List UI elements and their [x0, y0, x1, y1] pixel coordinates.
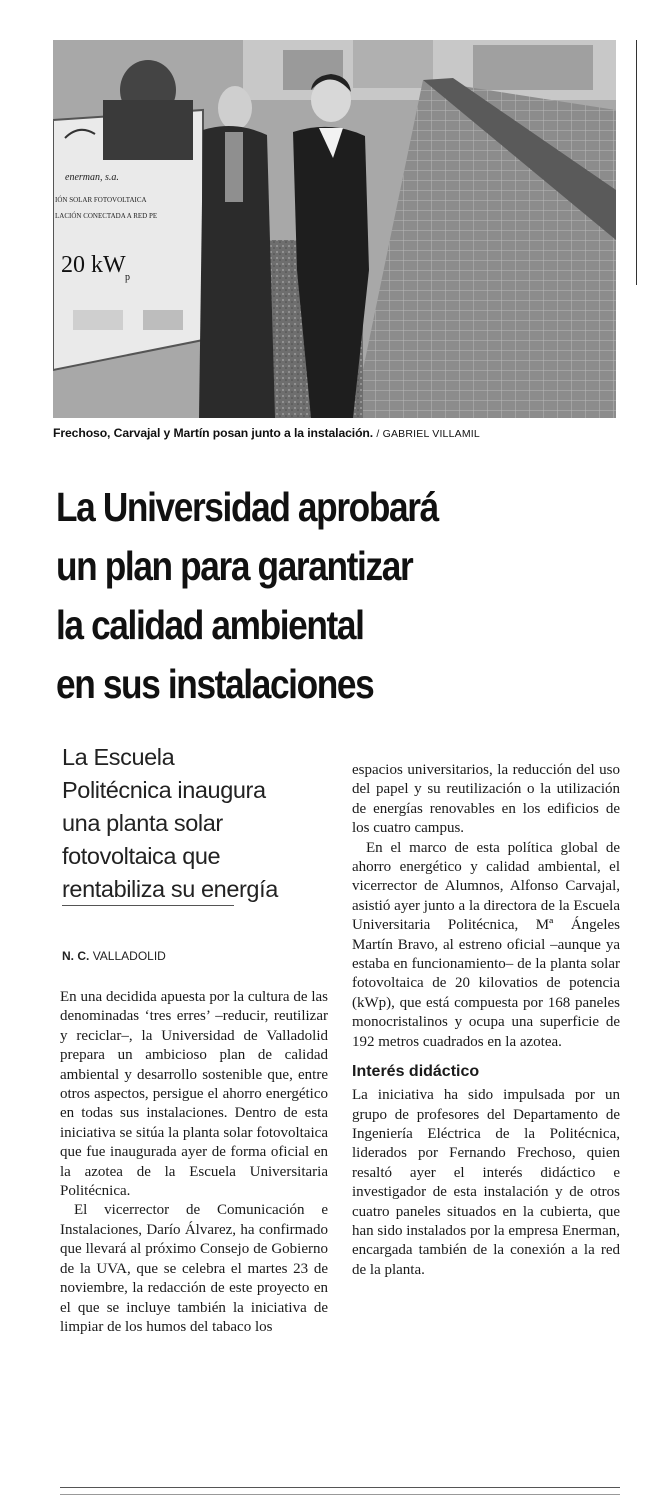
byline-place: VALLADOLID — [92, 949, 166, 963]
headline-line: un plan para garantizar — [56, 543, 413, 589]
body-paragraph: El vicerrector de Comunicación e Instalaciones, Darío Álvarez, ha confirmado que llevará al próximo Consejo de Gobierno de la UVA, que se celebra el martes 23 de noviembre, la redacción de este proyecto en el que se incluye también la iniciativa de limpiar de los humos del tabaco los — [60, 1202, 328, 1335]
sign-power-sub: p — [125, 272, 130, 283]
deck-line: La Escuela — [62, 744, 175, 770]
byline-author: N. C. — [62, 949, 90, 963]
headline-line: la calidad ambiental — [56, 602, 364, 648]
bottom-rule — [60, 1494, 620, 1495]
deck-line: rentabiliza su energía — [62, 876, 278, 902]
body-paragraph: En una decidida apuesta por la cultura de las denominadas ‘tres erres’ –reducir, reutilizar y reciclar–, la Universidad de Valladolid prepara un ambicioso plan de calidad ambiental y desarrollo sostenible que, entre otros aspectos, persigue el ahorro energético en todas sus instalaciones. Dentro de esta iniciativa se sitúa la planta solar fotovoltaica que fue inaugurada ayer de forma oficial en la azotea de la Escuela Universitaria Politécnica. — [60, 989, 328, 1200]
caption-text: Frechoso, Carvajal y Martín posan junto a la instalación. — [53, 426, 374, 440]
deck-divider — [62, 905, 234, 906]
headline-line: en sus instalaciones — [56, 661, 374, 707]
sign-brand: enerman, s.a. — [65, 172, 119, 183]
sign-power: 20 kW — [61, 252, 126, 278]
news-photo — [53, 40, 616, 418]
body-paragraph: espacios universitarios, la reducción del uso del papel y su reutilización o la utilización de energías renovables en los edificios de los cuatro campus. — [352, 762, 620, 837]
body-column-1 — [60, 988, 328, 1337]
deck — [62, 741, 342, 906]
deck-line: una planta solar — [62, 810, 223, 836]
body-column-2 — [352, 761, 620, 1280]
subheading: Interés didáctico — [352, 1063, 480, 1081]
deck-line: Politécnica inaugura — [62, 777, 266, 803]
headline-line: La Universidad aprobará — [56, 484, 438, 530]
body-paragraph: La iniciativa ha sido impulsada por un grupo de profesores del Departamento de Ingeniería Eléctrica de la Politécnica, liderados por Fernando Frechoso, quien resaltó ayer el interés didáctico e investigador de esta instalación y de otros cuatro paneles situados en la cubierta, que han sido instalados por la empresa Enerman, encargada también de la conexión a la red de la planta. — [352, 1087, 620, 1278]
photo-caption — [53, 426, 623, 440]
body-paragraph: En el marco de esta política global de ahorro energético y calidad ambiental, el vicerrector de Alumnos, Alfonso Carvajal, asistió ayer junto a la directora de la Escuela Universitaria Politécnica, Mª Ángeles Martín Bravo, al estreno oficial –aunque ya estaba en funcionamiento– de la planta solar fotovoltaica de 20 kilovatios de potencia (kWp), que está compuesta por 168 paneles monocristalinos y ocupa una superficie de 192 metros cuadrados en la azotea. — [352, 839, 620, 1050]
sign-line1: IÓN SOLAR FOTOVOLTAICA — [55, 196, 147, 204]
deck-line: fotovoltaica que — [62, 843, 221, 869]
bottom-rule — [60, 1487, 620, 1488]
headline — [56, 478, 616, 714]
byline — [62, 949, 166, 963]
column-rule — [636, 40, 637, 285]
photo-illustration — [53, 40, 616, 418]
photo-credit: / GABRIEL VILLAMIL — [376, 428, 480, 440]
sign-line2: LACIÓN CONECTADA A RED PE — [55, 212, 158, 220]
